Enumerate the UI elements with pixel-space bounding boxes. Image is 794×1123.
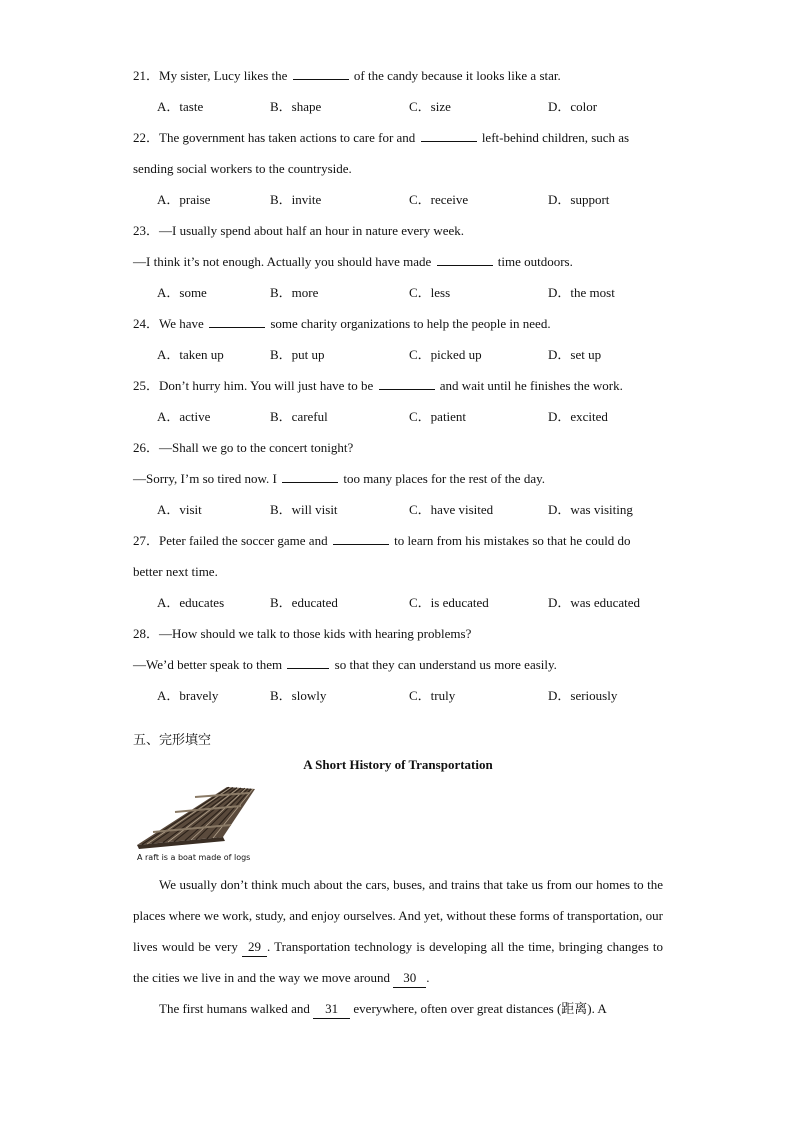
option-c[interactable]: C．patient xyxy=(409,409,467,424)
option-a[interactable]: A．praise xyxy=(157,192,211,207)
answer-blank[interactable] xyxy=(282,468,338,483)
question-stem-continued xyxy=(133,157,663,188)
question-number: 23． xyxy=(133,223,160,238)
answer-blank[interactable] xyxy=(293,65,349,80)
question-stem-continued xyxy=(133,560,663,591)
answer-options xyxy=(133,343,663,374)
question-text: of the candy because it looks like a star. xyxy=(353,68,561,83)
passage-text: . xyxy=(426,970,430,985)
answer-blank[interactable] xyxy=(379,375,435,390)
question-text: time outdoors. xyxy=(497,254,573,269)
option-a[interactable]: A．educates xyxy=(157,595,225,610)
answer-options xyxy=(133,95,663,126)
option-d[interactable]: D．excited xyxy=(548,409,608,424)
question-text: —How should we talk to those kids with hearing problems? xyxy=(159,626,472,641)
question-number: 27． xyxy=(133,533,160,548)
answer-blank[interactable] xyxy=(209,313,265,328)
cloze-blank-29[interactable]: 29 xyxy=(242,938,267,957)
option-b[interactable]: B．will visit xyxy=(270,502,338,517)
option-d[interactable]: D．set up xyxy=(548,347,602,362)
answer-blank[interactable] xyxy=(333,530,389,545)
cloze-blank-30[interactable]: 30 xyxy=(393,969,426,988)
question-stem xyxy=(133,529,663,560)
answer-options xyxy=(133,405,663,436)
raft-figure xyxy=(133,785,663,869)
question-text: and wait until he finishes the work. xyxy=(439,378,623,393)
option-a[interactable]: A．bravely xyxy=(157,688,219,703)
option-b[interactable]: B．slowly xyxy=(270,688,327,703)
option-b[interactable]: B．careful xyxy=(270,409,328,424)
option-d[interactable]: D．the most xyxy=(548,285,615,300)
passage-text: The first humans walked and xyxy=(159,1001,310,1016)
question-text: too many places for the rest of the day. xyxy=(343,471,545,486)
option-c[interactable]: C．size xyxy=(409,99,451,114)
answer-blank[interactable] xyxy=(287,654,329,669)
passage-text: everywhere, often over great distances (距离). A xyxy=(353,1001,607,1016)
option-d[interactable]: D．support xyxy=(548,192,610,207)
answer-options xyxy=(133,498,663,529)
option-b[interactable]: B．invite xyxy=(270,192,322,207)
question-text: better next time. xyxy=(133,564,218,579)
question-stem-continued xyxy=(133,467,663,498)
answer-options xyxy=(133,591,663,622)
option-d[interactable]: D．color xyxy=(548,99,598,114)
option-b[interactable]: B．educated xyxy=(270,595,338,610)
question-number: 26． xyxy=(133,440,160,455)
option-c[interactable]: C．receive xyxy=(409,192,469,207)
option-c[interactable]: C．is educated xyxy=(409,595,489,610)
question-stem xyxy=(133,219,663,250)
question-text: some charity organizations to help the people in need. xyxy=(270,316,551,331)
option-b[interactable]: B．put up xyxy=(270,347,325,362)
passage-text: . Transportation technology is developing all the time, bringing changes to the cities we live in and the way we move around xyxy=(133,939,664,985)
raft-image xyxy=(133,785,263,853)
answer-options xyxy=(133,188,663,219)
option-b[interactable]: B．shape xyxy=(270,99,322,114)
question-text: The government has taken actions to care for and xyxy=(159,130,416,145)
passage-text: We usually don’t think much about the cars, buses, and trains that take us from our homes to the places where we work, study, and enjoy ourselves. And yet, without these forms of transportation, our lives would be very xyxy=(133,877,663,954)
question-number: 28． xyxy=(133,626,160,641)
option-a[interactable]: A．taste xyxy=(157,99,204,114)
worksheet-page xyxy=(133,64,663,1024)
question-text: —We’d better speak to them xyxy=(133,657,283,672)
question-text: Peter failed the soccer game and xyxy=(159,533,328,548)
answer-blank[interactable] xyxy=(437,251,493,266)
answer-options xyxy=(133,281,663,312)
option-c[interactable]: C．truly xyxy=(409,688,456,703)
question-stem-continued xyxy=(133,653,663,684)
question-stem xyxy=(133,374,663,405)
option-b[interactable]: B．more xyxy=(270,285,319,300)
section-heading: 五、完形填空 xyxy=(133,733,212,748)
option-a[interactable]: A．taken up xyxy=(157,347,224,362)
passage-paragraph-1 xyxy=(133,869,663,993)
question-number: 22． xyxy=(133,130,160,145)
option-a[interactable]: A．active xyxy=(157,409,211,424)
option-c[interactable]: C．picked up xyxy=(409,347,482,362)
question-stem xyxy=(133,126,663,157)
option-a[interactable]: A．visit xyxy=(157,502,202,517)
option-d[interactable]: D．was educated xyxy=(548,595,641,610)
question-text: —Sorry, I’m so tired now. I xyxy=(133,471,277,486)
answer-blank[interactable] xyxy=(421,127,477,142)
question-stem xyxy=(133,436,663,467)
answer-options xyxy=(133,684,663,715)
question-text: —I usually spend about half an hour in nature every week. xyxy=(159,223,465,238)
question-number: 21． xyxy=(133,68,160,83)
question-text: We have xyxy=(159,316,204,331)
question-stem xyxy=(133,622,663,653)
question-number: 25． xyxy=(133,378,160,393)
question-list xyxy=(133,64,663,715)
option-d[interactable]: D．seriously xyxy=(548,688,618,703)
question-text: —Shall we go to the concert tonight? xyxy=(159,440,354,455)
question-text: sending social workers to the countryside. xyxy=(133,161,352,176)
option-d[interactable]: D．was visiting xyxy=(548,502,633,517)
question-stem-continued xyxy=(133,250,663,281)
option-c[interactable]: C．have visited xyxy=(409,502,494,517)
question-text: My sister, Lucy likes the xyxy=(159,68,288,83)
question-text: —I think it’s not enough. Actually you should have made xyxy=(133,254,432,269)
question-text: so that they can understand us more easily. xyxy=(334,657,557,672)
passage-title: A Short History of Transportation xyxy=(303,757,493,772)
question-stem xyxy=(133,64,663,95)
question-text: left-behind children, such as xyxy=(481,130,630,145)
question-number: 24． xyxy=(133,316,160,331)
question-stem xyxy=(133,312,663,343)
passage-paragraph-2 xyxy=(133,993,663,1024)
cloze-blank-31[interactable]: 31 xyxy=(313,1000,350,1019)
option-a[interactable]: A．some xyxy=(157,285,207,300)
question-text: to learn from his mistakes so that he could do xyxy=(394,533,631,548)
question-text: Don’t hurry him. You will just have to be xyxy=(159,378,374,393)
image-caption: A raft is a boat made of logs xyxy=(137,853,251,862)
option-c[interactable]: C．less xyxy=(409,285,451,300)
